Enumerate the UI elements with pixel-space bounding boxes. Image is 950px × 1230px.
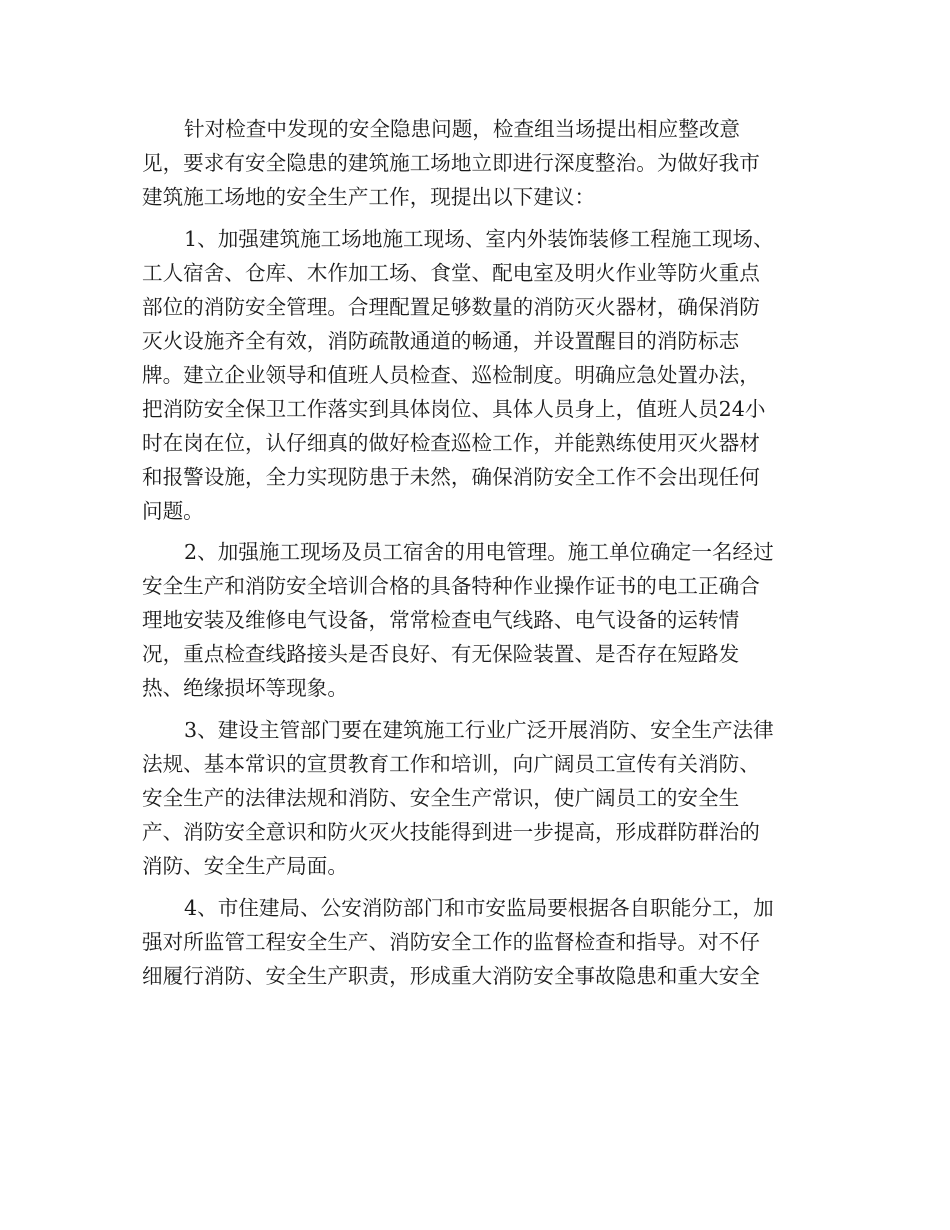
text-line: 针对检查中发现的安全隐患问题，检查组当场提出相应整改意: [184, 117, 741, 141]
text-line: 安全生产的法律法规和消防、安全生产常识，使广阔员工的安全生: [142, 786, 740, 810]
text-line: 时在岗在位，认仔细真的做好检查巡检工作，并能熟练使用灭火器材: [142, 431, 760, 455]
text-line: 细履行消防、安全生产职责，形成重大消防安全事故隐患和重大安全: [142, 964, 760, 988]
text-line: 部位的消防安全管理。合理配置足够数量的消防灭火器材，确保消防: [142, 295, 760, 319]
paragraph-suggestion-4: [142, 891, 774, 993]
text-line: 4、市住建局、公安消防部门和市安监局要根据各自职能分工，加: [184, 896, 774, 920]
text-line: 灭火设施齐全有效，消防疏散通道的畅通，并设置醒目的消防标志: [142, 329, 740, 353]
text-line: 热、绝缘损坏等现象。: [142, 676, 348, 700]
text-line: 2、加强施工现场及员工宿舍的用电管理。施工单位确定一名经过: [184, 540, 774, 564]
paragraph-suggestion-1: [142, 222, 774, 528]
text-line: 3、建设主管部门要在建筑施工行业广泛开展消防、安全生产法律: [184, 718, 774, 742]
text-line: 建筑施工场地的安全生产工作，现提出以下建议：: [142, 185, 596, 209]
text-line: 产、消防安全意识和防火灭火技能得到进一步提高，形成群防群治的: [142, 820, 760, 844]
text-line: 工人宿舍、仓库、木作加工场、食堂、配电室及明火作业等防火重点: [142, 261, 760, 285]
paragraph-suggestion-2: [142, 535, 774, 705]
text-line: 问题。: [142, 499, 204, 523]
text-line: 强对所监管工程安全生产、消防安全工作的监督检查和指导。对不仔: [142, 930, 760, 954]
text-line: 见，要求有安全隐患的建筑施工场地立即进行深度整治。为做好我市: [142, 151, 760, 175]
text-line: 理地安装及维修电气设备，常常检查电气线路、电气设备的运转情: [142, 608, 740, 632]
text-line: 安全生产和消防安全培训合格的具备特种作业操作证书的电工正确合: [142, 574, 760, 598]
text-line: 消防、安全生产局面。: [142, 854, 348, 878]
paragraph-suggestion-3: [142, 713, 774, 883]
text-line: 牌。建立企业领导和值班人员检查、巡检制度。明确应急处置办法，: [142, 363, 760, 387]
text-line: 况，重点检查线路接头是否良好、有无保险装置、是否存在短路发: [142, 642, 740, 666]
text-line: 法规、基本常识的宣贯教育工作和培训，向广阔员工宣传有关消防、: [142, 752, 760, 776]
paragraph-intro: [142, 112, 760, 214]
text-line: 和报警设施，全力实现防患于未然，确保消防安全工作不会出现任何: [142, 465, 760, 489]
text-line: 1、加强建筑施工场地施工现场、室内外装饰装修工程施工现场、: [184, 227, 774, 251]
text-line: 把消防安全保卫工作落实到具体岗位、具体人员身上，值班人员24小: [142, 397, 766, 421]
